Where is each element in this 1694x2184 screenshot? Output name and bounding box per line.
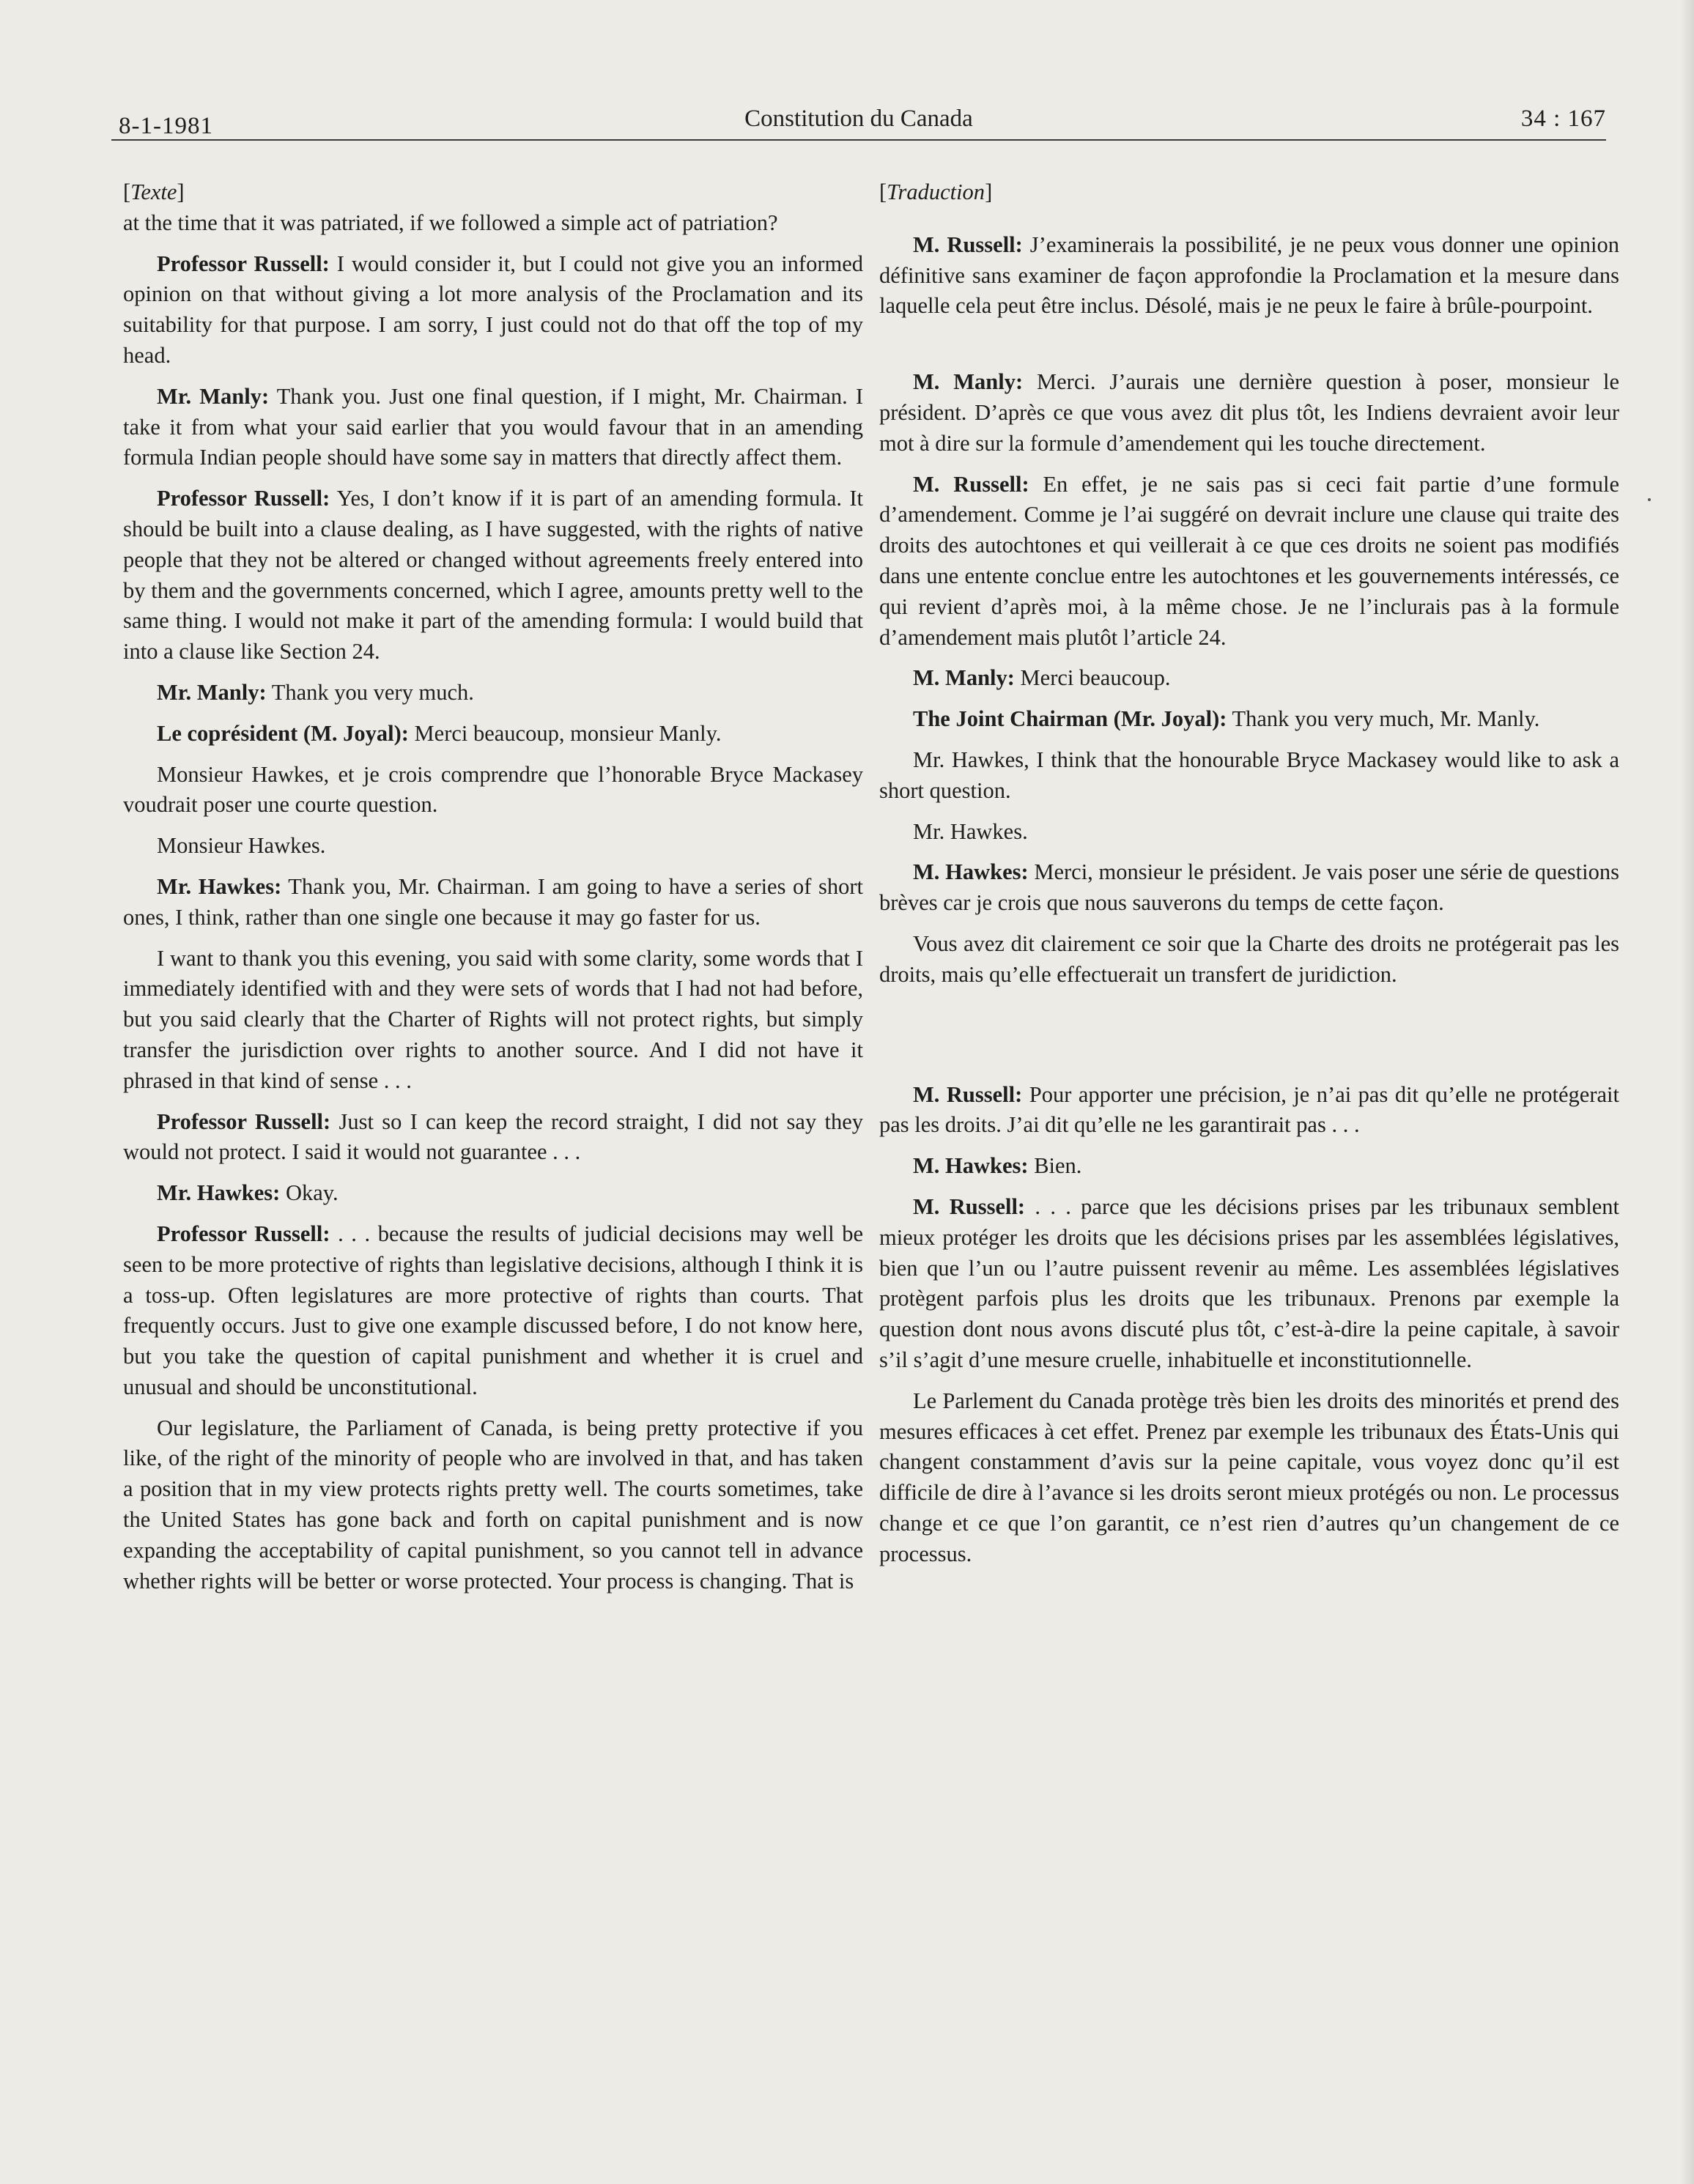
continuation-paragraph: at the time that it was patriated, if we followed a simple act of patriation? [123,210,778,235]
speaker-name: Mr. Manly: [157,383,270,409]
speaker-name: Mr. Hawkes: [157,1180,281,1206]
speaker-name: Mr. Hawkes: [157,873,282,899]
header-rule [111,139,1606,141]
speaker-name: Mr. Manly: [157,679,267,705]
paragraph: M. Russell: . . . parce que les décisions prises par les tribunaux semblent mieux protéger les droits que les décisions prises par les assemblées législatives, bien que l’un ou l’autre puissent revenir au même. Les assemblées législatives protègent parfois plus les droits que les tribunaux. Prenons par exemple la question dont nous avons discuté plus tôt, c’est-à-dire la peine capitale, à savoir s’il s’agit d’une mesure cruelle, inhabituelle et inconstitutionnelle. [879,1193,1619,1372]
paragraph: Le Parlement du Canada protège très bien les droits des minorités et prend des mesures efficaces à cet effet. Prenez par exemple les tribunaux des États-Unis qui changent constamment d’avis sur la peine capitale, vous voyez donc qu’il est difficile de dire à l’avance si les droits seront mieux protégés ou non. Le processus change et ce que l’on garantit, ce n’est rien d’autres qu’un changement de ce processus. [879,1388,1619,1566]
paragraph: Professor Russell: Yes, I don’t know if it is part of an amending formula. It should be built into a clause dealing, as I have suggested, with the rights of native people that they not be altered or changed without agreements freely entered into by them and the governments concerned, which I agree, amounts pretty well to the same thing. I would not make it part of the amending formula: I would build that into a clause like Section 24. [123,486,864,665]
speaker-name: M. Hawkes: [913,1153,1029,1179]
speaker-name: Le coprésident (M. Joyal): [157,720,409,746]
paragraph: M. Manly: Merci beaucoup. [913,665,1171,691]
speaker-name: M. Russell: [913,1081,1023,1107]
paragraph: Professor Russell: Just so I can keep the record straight, I did not say they would not protect. I said it would not guarantee . . . [123,1108,863,1165]
paragraph: Professor Russell: . . . because the results of judicial decisions may well be seen to be more protective of rights than legislative decisions, although I think it is a toss-up. Often legislatures are more protective of rights than courts. That frequently occurs. Just to give one example discussed before, I do not know here, but you take the question of capital punishment and whether it is cruel and unusual and should be unconstitutional. [123,1221,864,1399]
paragraph: Le coprésident (M. Joyal): Merci beaucoup, monsieur Manly. [157,720,722,746]
paragraph: Mr. Hawkes, I think that the honourable Bryce Mackasey would like to ask a short question. [879,747,1619,803]
paragraph: Mr. Hawkes. [913,818,1028,844]
header-page-number: 34 : 167 [1520,106,1606,132]
speaker-name: Professor Russell: [157,1108,331,1134]
paragraph: Monsieur Hawkes. [157,833,326,859]
paragraph: M. Russell: J’examinerais la possibilité, je ne peux vous donner une opinion définitive sans examiner de façon approfondie la Proclamation et la mesure dans laquelle cela peut être inclus. Désolé, mais je ne peux le faire à brûle-pourpoint. [879,232,1619,319]
paragraph: Mr. Hawkes: Thank you, Mr. Chairman. I am going to have a series of short ones, I think, rather than one single one because it may go faster for us. [123,873,863,930]
paragraph: Vous avez dit clairement ce soir que la Charte des droits ne protégerait pas les droits, mais qu’elle effectuerait un transfert de juridiction. [879,930,1619,987]
speaker-name: M. Manly: [913,369,1024,395]
header-title: Constitution du Canada [744,106,973,132]
language-label-traduction: [Traduction] [879,179,993,204]
right-column-french [879,177,1619,1580]
paragraph: Mr. Manly: Thank you very much. [157,679,474,705]
speaker-name: M. Russell: [913,232,1023,257]
speaker-name: Professor Russell: [157,1221,330,1246]
paragraph: Mr. Hawkes: Okay. [157,1180,339,1206]
paragraph: M. Hawkes: Merci, monsieur le président. Je vais poser une série de questions brèves car je crois que nous sauverons du temps de cette façon. [879,859,1619,916]
speaker-name: M. Manly: [913,665,1015,691]
speaker-name: The Joint Chairman (Mr. Joyal): [913,706,1227,732]
page-edge-shadow [1681,0,1694,2184]
speaker-name: Professor Russell: [157,486,330,511]
paragraph: The Joint Chairman (Mr. Joyal): Thank you very much, Mr. Manly. [913,706,1540,732]
speaker-name: M. Russell: [913,1193,1026,1219]
paragraph: Mr. Manly: Thank you. Just one final question, if I might, Mr. Chairman. I take it from what your said earlier that you would favour that in an amending formula Indian people should have some say in matters that directly affect them. [123,383,863,470]
left-column-english [123,177,863,1607]
language-label-texte: [Texte] [123,179,185,204]
paragraph: M. Russell: En effet, je ne sais pas si ceci fait partie d’une formule d’amendement. Comme je l’ai suggéré on devrait inclure une clause qui traite des droits des autochtones et qui veillerait à ce que ces droits ne soient pas modifiés dans une entente conclue entre les autochtones et les gouvernements intéressés, ce qui revient d’après moi, à la même chose. Je ne l’inclurais pas à la formule d’amendement mais plutôt l’article 24. [879,471,1619,650]
paragraph: M. Hawkes: Bien. [913,1153,1082,1179]
margin-speck [1648,498,1651,501]
paragraph: Professor Russell: I would consider it, but I could not give you an informed opinion on that without giving a lot more analysis of the Proclamation and its suitability for that purpose. I am sorry, I just could not do that off the top of my head. [123,251,863,368]
speaker-name: Professor Russell: [157,251,330,276]
header-date: 8-1-1981 [119,113,213,139]
paragraph: I want to thank you this evening, you said with some clarity, some words that I immediately identified with and they were sets of words that I had not had before, but you said clearly that the Charter of Rights will not protect rights, but simply transfer the jurisdiction over rights to another source. And I did not have it phrased in that kind of sense . . . [123,945,863,1093]
paragraph: Our legislature, the Parliament of Canada, is being pretty protective if you like, of the right of the minority of people who are involved in that, and has taken a position that in my view protects rights pretty well. The courts sometimes, take the United States has gone back and forth on capital punishment and is now expanding the acceptability of capital punishment, so you cannot tell in advance whether rights will be better or worse protected. Your process is changing. That is [123,1415,863,1593]
paragraph: M. Manly: Merci. J’aurais une dernière question à poser, monsieur le président. D’après ce que vous avez dit plus tôt, les Indiens devraient avoir leur mot à dire sur la formule d’amendement qui les touche directement. [879,369,1619,456]
paragraph: Monsieur Hawkes, et je crois comprendre que l’honorable Bryce Mackasey voudrait poser une courte question. [123,761,863,818]
speaker-name: M. Hawkes: [913,859,1029,885]
running-header [111,103,1606,139]
speaker-name: M. Russell: [913,471,1029,497]
paragraph: M. Russell: Pour apporter une précision, je n’ai pas dit qu’elle ne protégerait pas les droits. J’ai dit qu’elle ne les garantirait pas . . . [879,1081,1619,1138]
